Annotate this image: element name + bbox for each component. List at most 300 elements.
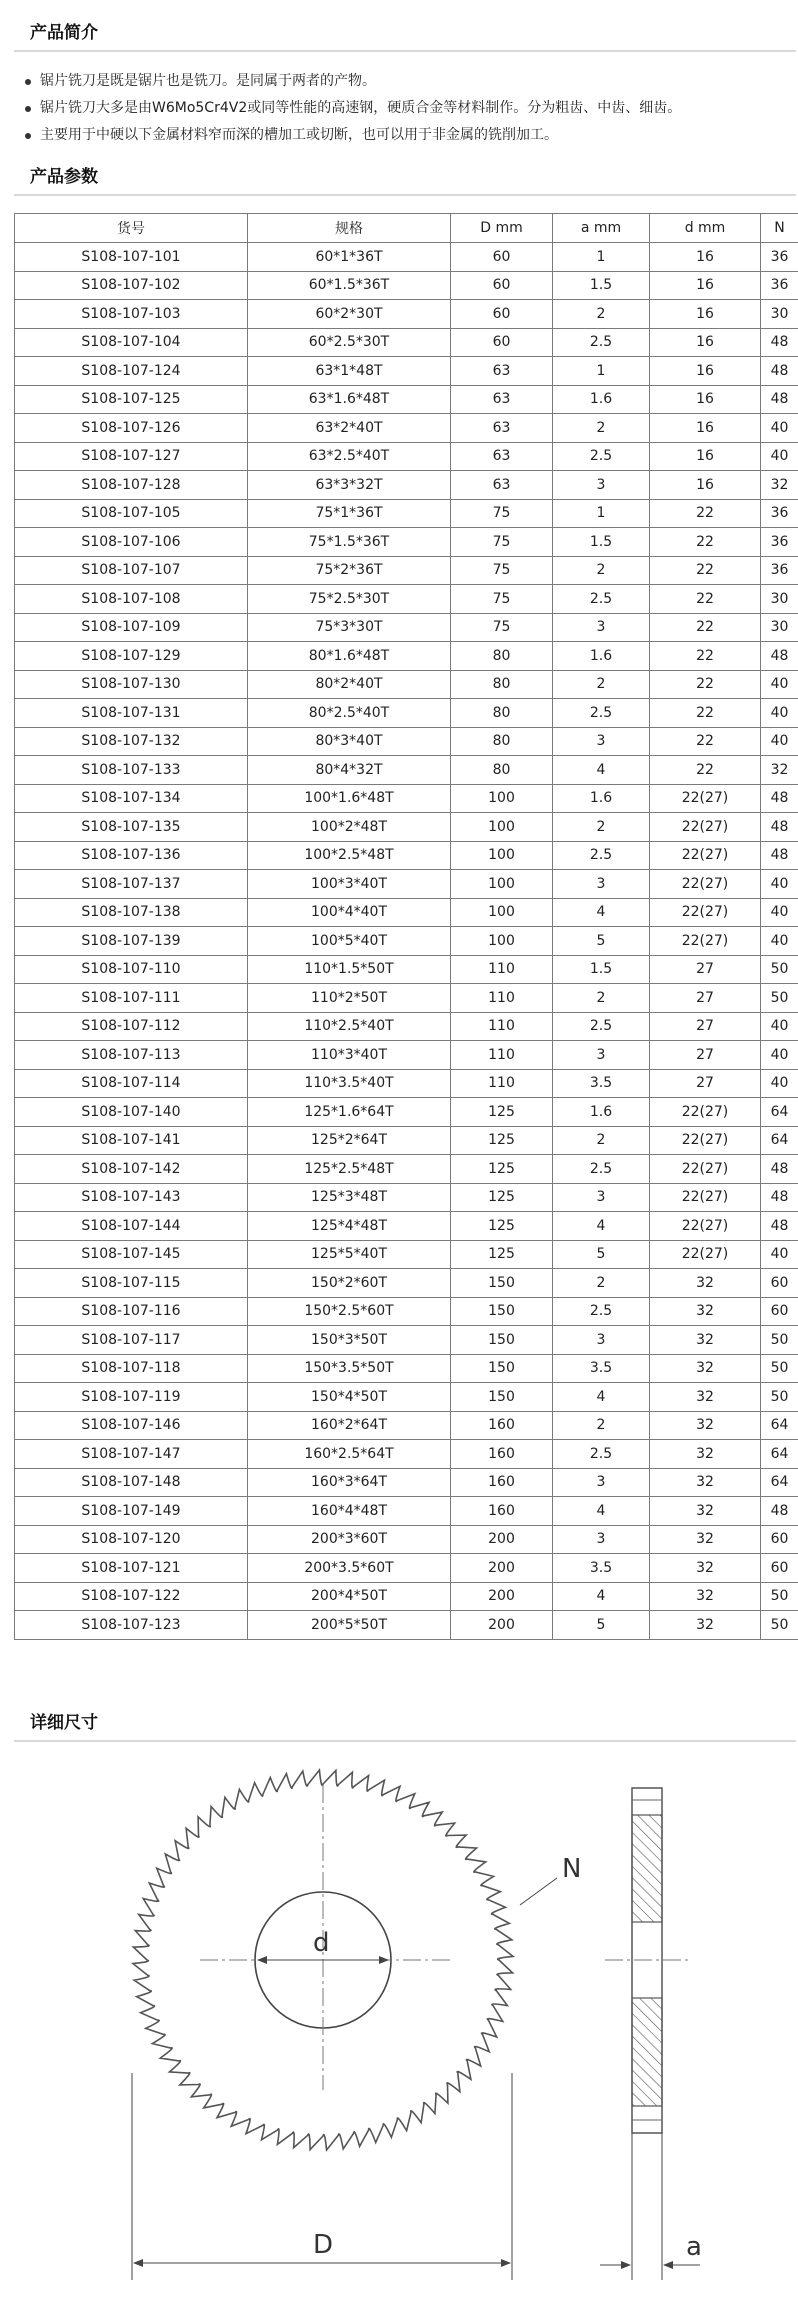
cell-teeth: 30 [761,613,798,642]
cell-spec: 150*3.5*50T [248,1354,451,1383]
cell-teeth: 40 [761,927,798,956]
table-row [15,1069,798,1098]
side-view-hatch-top [632,1815,662,1922]
cell-sku: S108-107-126 [15,414,248,443]
cell-thickness: 2 [553,1411,650,1440]
cell-spec: 160*2.5*64T [248,1440,451,1469]
cell-thickness: 2 [553,813,650,842]
cell-spec: 75*3*30T [248,613,451,642]
cell-outer-diameter: 200 [451,1525,553,1554]
cell-bore-diameter: 22(27) [650,1155,761,1184]
cell-thickness: 3 [553,471,650,500]
cell-sku: S108-107-144 [15,1212,248,1241]
cell-outer-diameter: 160 [451,1468,553,1497]
cell-sku: S108-107-135 [15,813,248,842]
cell-bore-diameter: 22 [650,613,761,642]
cell-teeth: 36 [761,528,798,557]
cell-teeth: 64 [761,1098,798,1127]
cell-thickness: 3 [553,1468,650,1497]
table-row [15,1098,798,1127]
table-row [15,1012,798,1041]
cell-thickness: 3.5 [553,1069,650,1098]
cell-bore-diameter: 16 [650,357,761,386]
cell-outer-diameter: 63 [451,414,553,443]
cell-thickness: 3 [553,727,650,756]
cell-thickness: 5 [553,1240,650,1269]
cell-bore-diameter: 22 [650,556,761,585]
cell-sku: S108-107-104 [15,328,248,357]
cell-outer-diameter: 63 [451,385,553,414]
table-row [15,1497,798,1526]
cell-spec: 110*3.5*40T [248,1069,451,1098]
cell-bore-diameter: 32 [650,1468,761,1497]
cell-spec: 60*1.5*36T [248,271,451,300]
cell-teeth: 48 [761,841,798,870]
cell-outer-diameter: 150 [451,1297,553,1326]
table-row [15,613,798,642]
cell-bore-diameter: 16 [650,271,761,300]
cell-teeth: 64 [761,1411,798,1440]
cell-bore-diameter: 22 [650,585,761,614]
cell-teeth: 40 [761,727,798,756]
teeth-leader-line [520,1878,557,1905]
cell-bore-diameter: 32 [650,1582,761,1611]
cell-sku: S108-107-123 [15,1611,248,1640]
cell-outer-diameter: 75 [451,528,553,557]
table-row [15,528,798,557]
cell-outer-diameter: 125 [451,1212,553,1241]
cell-spec: 63*1*48T [248,357,451,386]
cell-outer-diameter: 100 [451,784,553,813]
cell-sku: S108-107-121 [15,1554,248,1583]
cell-bore-diameter: 22 [650,670,761,699]
cell-spec: 110*2*50T [248,984,451,1013]
cell-spec: 200*3.5*60T [248,1554,451,1583]
cell-teeth: 40 [761,699,798,728]
table-row [15,1297,798,1326]
cell-teeth: 36 [761,271,798,300]
cell-sku: S108-107-122 [15,1582,248,1611]
cell-outer-diameter: 125 [451,1098,553,1127]
cell-outer-diameter: 150 [451,1269,553,1298]
cell-thickness: 1.5 [553,955,650,984]
cell-bore-diameter: 27 [650,1041,761,1070]
cell-teeth: 36 [761,556,798,585]
cell-outer-diameter: 100 [451,927,553,956]
cell-teeth: 36 [761,243,798,272]
cell-bore-diameter: 22 [650,727,761,756]
cell-sku: S108-107-111 [15,984,248,1013]
table-row [15,1155,798,1184]
cell-teeth: 48 [761,357,798,386]
cell-spec: 160*3*64T [248,1468,451,1497]
cell-spec: 63*2*40T [248,414,451,443]
cell-thickness: 2 [553,670,650,699]
cell-bore-diameter: 22(27) [650,813,761,842]
cell-sku: S108-107-128 [15,471,248,500]
table-row [15,727,798,756]
cell-sku: S108-107-107 [15,556,248,585]
cell-outer-diameter: 100 [451,870,553,899]
cell-teeth: 48 [761,385,798,414]
cell-spec: 100*5*40T [248,927,451,956]
cell-thickness: 1.6 [553,385,650,414]
cell-spec: 100*4*40T [248,898,451,927]
cell-spec: 100*2.5*48T [248,841,451,870]
cell-thickness: 2.5 [553,585,650,614]
cell-spec: 80*1.6*48T [248,642,451,671]
cell-thickness: 1.5 [553,271,650,300]
cell-sku: S108-107-118 [15,1354,248,1383]
header-teeth: N [761,214,798,243]
table-row [15,1554,798,1583]
cell-sku: S108-107-149 [15,1497,248,1526]
cell-teeth: 40 [761,1069,798,1098]
table-row [15,585,798,614]
cell-outer-diameter: 60 [451,243,553,272]
header-bore-diameter: d mm [650,214,761,243]
cell-thickness: 3 [553,1041,650,1070]
section-title-params: 产品参数 [14,162,796,196]
cell-teeth: 64 [761,1440,798,1469]
table-row [15,1269,798,1298]
cell-bore-diameter: 16 [650,471,761,500]
cell-sku: S108-107-141 [15,1126,248,1155]
cell-spec: 110*1.5*50T [248,955,451,984]
table-row [15,1212,798,1241]
cell-sku: S108-107-109 [15,613,248,642]
cell-spec: 125*2.5*48T [248,1155,451,1184]
table-row [15,414,798,443]
cell-teeth: 64 [761,1126,798,1155]
cell-teeth: 50 [761,1383,798,1412]
cell-outer-diameter: 160 [451,1411,553,1440]
cell-outer-diameter: 80 [451,699,553,728]
cell-sku: S108-107-106 [15,528,248,557]
cell-sku: S108-107-138 [15,898,248,927]
cell-teeth: 48 [761,813,798,842]
cell-teeth: 60 [761,1554,798,1583]
cell-teeth: 30 [761,300,798,329]
cell-spec: 125*5*40T [248,1240,451,1269]
cell-bore-diameter: 22(27) [650,1126,761,1155]
cell-bore-diameter: 22 [650,499,761,528]
table-row [15,385,798,414]
table-row [15,813,798,842]
cell-spec: 100*3*40T [248,870,451,899]
cell-outer-diameter: 60 [451,271,553,300]
intro-item: 主要用于中硬以下金属材料窄而深的槽加工或切断，也可以用于非金属的铣削加工。 [14,122,794,149]
cell-outer-diameter: 150 [451,1354,553,1383]
cell-spec: 80*3*40T [248,727,451,756]
table-row [15,1582,798,1611]
table-header-row [15,214,798,243]
cell-sku: S108-107-119 [15,1383,248,1412]
cell-teeth: 32 [761,471,798,500]
cell-thickness: 3.5 [553,1554,650,1583]
cell-thickness: 3 [553,613,650,642]
cell-bore-diameter: 27 [650,984,761,1013]
cell-sku: S108-107-131 [15,699,248,728]
cell-sku: S108-107-142 [15,1155,248,1184]
cell-thickness: 2 [553,414,650,443]
cell-thickness: 1 [553,357,650,386]
cell-teeth: 40 [761,1012,798,1041]
section-title-dims: 详细尺寸 [14,1708,796,1742]
cell-teeth: 48 [761,642,798,671]
table-row [15,442,798,471]
cell-spec: 160*2*64T [248,1411,451,1440]
cell-bore-diameter: 22 [650,756,761,785]
cell-outer-diameter: 100 [451,898,553,927]
cell-outer-diameter: 110 [451,1012,553,1041]
cell-spec: 160*4*48T [248,1497,451,1526]
cell-bore-diameter: 32 [650,1269,761,1298]
cell-sku: S108-107-134 [15,784,248,813]
cell-spec: 150*4*50T [248,1383,451,1412]
cell-teeth: 32 [761,756,798,785]
cell-thickness: 3 [553,1183,650,1212]
cell-sku: S108-107-124 [15,357,248,386]
cell-teeth: 48 [761,1183,798,1212]
cell-spec: 200*5*50T [248,1611,451,1640]
cell-sku: S108-107-127 [15,442,248,471]
table-row [15,328,798,357]
cell-bore-diameter: 27 [650,1069,761,1098]
cell-teeth: 64 [761,1468,798,1497]
cell-teeth: 40 [761,442,798,471]
cell-thickness: 5 [553,1611,650,1640]
cell-thickness: 3.5 [553,1354,650,1383]
cell-outer-diameter: 110 [451,955,553,984]
cell-sku: S108-107-117 [15,1326,248,1355]
thickness-label: a [686,2232,702,2262]
cell-sku: S108-107-133 [15,756,248,785]
cell-sku: S108-107-140 [15,1098,248,1127]
cell-thickness: 4 [553,898,650,927]
cell-bore-diameter: 22 [650,528,761,557]
cell-bore-diameter: 32 [650,1611,761,1640]
cell-teeth: 50 [761,984,798,1013]
cell-outer-diameter: 125 [451,1183,553,1212]
cell-sku: S108-107-137 [15,870,248,899]
cell-teeth: 48 [761,784,798,813]
cell-spec: 200*3*60T [248,1525,451,1554]
table-row [15,898,798,927]
cell-sku: S108-107-145 [15,1240,248,1269]
cell-spec: 100*2*48T [248,813,451,842]
cell-bore-diameter: 22(27) [650,927,761,956]
cell-teeth: 40 [761,1240,798,1269]
cell-thickness: 5 [553,927,650,956]
cell-outer-diameter: 80 [451,727,553,756]
cell-outer-diameter: 75 [451,585,553,614]
table-row [15,784,798,813]
cell-sku: S108-107-147 [15,1440,248,1469]
cell-outer-diameter: 110 [451,1041,553,1070]
table-row [15,670,798,699]
cell-outer-diameter: 200 [451,1611,553,1640]
cell-bore-diameter: 16 [650,442,761,471]
cell-spec: 150*2*60T [248,1269,451,1298]
intro-list [14,68,794,149]
cell-outer-diameter: 125 [451,1126,553,1155]
cell-outer-diameter: 80 [451,642,553,671]
table-row [15,1041,798,1070]
table-row [15,699,798,728]
cell-thickness: 2.5 [553,1440,650,1469]
table-row [15,243,798,272]
cell-spec: 75*1*36T [248,499,451,528]
cell-thickness: 2.5 [553,699,650,728]
cell-sku: S108-107-125 [15,385,248,414]
cell-outer-diameter: 125 [451,1155,553,1184]
teeth-count-label: N [562,1854,581,1884]
cell-teeth: 60 [761,1525,798,1554]
cell-thickness: 2 [553,556,650,585]
cell-sku: S108-107-112 [15,1012,248,1041]
table-row [15,499,798,528]
cell-outer-diameter: 75 [451,613,553,642]
cell-bore-diameter: 22 [650,642,761,671]
header-sku: 货号 [15,214,248,243]
cell-teeth: 48 [761,328,798,357]
cell-sku: S108-107-103 [15,300,248,329]
cell-sku: S108-107-130 [15,670,248,699]
header-spec: 规格 [248,214,451,243]
cell-bore-diameter: 22(27) [650,784,761,813]
table-row [15,1183,798,1212]
cell-bore-diameter: 32 [650,1383,761,1412]
cell-thickness: 2 [553,1269,650,1298]
table-row [15,984,798,1013]
cell-thickness: 2.5 [553,841,650,870]
cell-outer-diameter: 150 [451,1326,553,1355]
table-row [15,1326,798,1355]
cell-bore-diameter: 16 [650,300,761,329]
cell-outer-diameter: 160 [451,1497,553,1526]
cell-bore-diameter: 22(27) [650,1240,761,1269]
cell-outer-diameter: 200 [451,1582,553,1611]
cell-thickness: 4 [553,1383,650,1412]
table-row [15,1411,798,1440]
cell-spec: 125*4*48T [248,1212,451,1241]
table-row [15,927,798,956]
table-row [15,1354,798,1383]
cell-bore-diameter: 32 [650,1440,761,1469]
cell-thickness: 4 [553,1582,650,1611]
cell-teeth: 50 [761,1582,798,1611]
cell-bore-diameter: 22 [650,699,761,728]
cell-spec: 110*3*40T [248,1041,451,1070]
table-row [15,1383,798,1412]
cell-spec: 80*4*32T [248,756,451,785]
table-row [15,471,798,500]
cell-bore-diameter: 32 [650,1554,761,1583]
cell-outer-diameter: 100 [451,841,553,870]
dimension-diagram [0,1755,798,2301]
table-row [15,841,798,870]
cell-spec: 150*3*50T [248,1326,451,1355]
table-row [15,357,798,386]
cell-spec: 63*2.5*40T [248,442,451,471]
cell-spec: 60*2.5*30T [248,328,451,357]
cell-bore-diameter: 32 [650,1326,761,1355]
cell-spec: 80*2*40T [248,670,451,699]
cell-sku: S108-107-136 [15,841,248,870]
cell-outer-diameter: 63 [451,442,553,471]
cell-teeth: 60 [761,1269,798,1298]
cell-sku: S108-107-143 [15,1183,248,1212]
cell-outer-diameter: 110 [451,1069,553,1098]
cell-sku: S108-107-114 [15,1069,248,1098]
cell-outer-diameter: 63 [451,357,553,386]
cell-thickness: 2.5 [553,442,650,471]
cell-bore-diameter: 32 [650,1411,761,1440]
cell-bore-diameter: 27 [650,1012,761,1041]
cell-sku: S108-107-113 [15,1041,248,1070]
cell-spec: 125*2*64T [248,1126,451,1155]
cell-spec: 80*2.5*40T [248,699,451,728]
cell-outer-diameter: 160 [451,1440,553,1469]
cell-teeth: 40 [761,1041,798,1070]
cell-outer-diameter: 110 [451,984,553,1013]
cell-sku: S108-107-139 [15,927,248,956]
cell-sku: S108-107-120 [15,1525,248,1554]
cell-thickness: 2.5 [553,1012,650,1041]
cell-teeth: 48 [761,1155,798,1184]
cell-spec: 60*2*30T [248,300,451,329]
cell-thickness: 1 [553,499,650,528]
table-row [15,300,798,329]
cell-thickness: 3 [553,1326,650,1355]
cell-thickness: 1.6 [553,1098,650,1127]
cell-sku: S108-107-146 [15,1411,248,1440]
cell-sku: S108-107-110 [15,955,248,984]
cell-teeth: 50 [761,1326,798,1355]
table-row [15,1468,798,1497]
cell-bore-diameter: 16 [650,414,761,443]
table-row [15,642,798,671]
cell-thickness: 2.5 [553,1155,650,1184]
table-row [15,955,798,984]
cell-bore-diameter: 22(27) [650,1098,761,1127]
cell-teeth: 30 [761,585,798,614]
table-row [15,556,798,585]
cell-teeth: 50 [761,1611,798,1640]
cell-sku: S108-107-115 [15,1269,248,1298]
intro-item: 锯片铣刀是既是锯片也是铣刀。是同属于两者的产物。 [14,68,794,95]
cell-spec: 110*2.5*40T [248,1012,451,1041]
cell-bore-diameter: 32 [650,1297,761,1326]
cell-outer-diameter: 60 [451,300,553,329]
cell-bore-diameter: 32 [650,1354,761,1383]
cell-thickness: 2.5 [553,328,650,357]
table-row [15,1240,798,1269]
cell-teeth: 60 [761,1297,798,1326]
table-row [15,271,798,300]
cell-bore-diameter: 22(27) [650,898,761,927]
cell-spec: 200*4*50T [248,1582,451,1611]
side-view-hatch-bottom [632,1998,662,2106]
cell-sku: S108-107-101 [15,243,248,272]
cell-spec: 63*3*32T [248,471,451,500]
cell-spec: 125*1.6*64T [248,1098,451,1127]
cell-sku: S108-107-132 [15,727,248,756]
cell-spec: 75*1.5*36T [248,528,451,557]
cell-sku: S108-107-116 [15,1297,248,1326]
cell-sku: S108-107-102 [15,271,248,300]
